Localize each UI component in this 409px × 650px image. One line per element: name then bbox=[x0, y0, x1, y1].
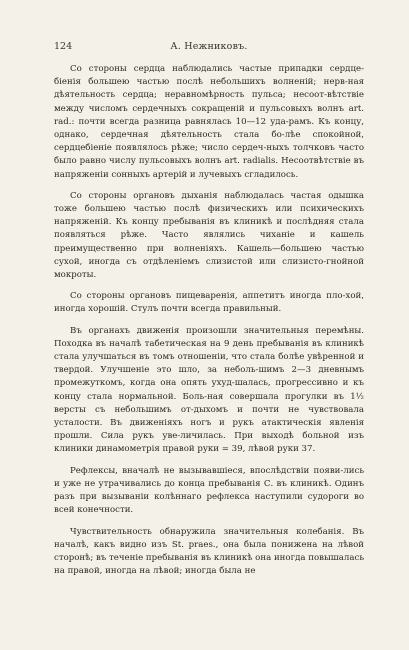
paragraph-digestion: Со стороны органовъ пищеваренія, аппетитъ иногда пло-хой, иногда хорошій. Стулъ почти всегда правильный. bbox=[54, 291, 364, 315]
paragraph-movement: Въ органахъ движенія произошли значительныя перемѣны. Походка въ началѣ табетическая на 9 день пребыванія въ клиникѣ стала улучшаться въ томъ отношеніи, что стала болѣе увѣренной и твердой. Улучшеніе это шло, за неболь-шимъ 2—3 дневнымъ промежуткомъ, когда она опять ухуд-шалась, прогрессивно и къ концу стала нормальной. Боль-ная совершала прогулки въ 1½ версты съ небольшимъ от-дыхомъ и почти не чувствовала усталости. Въ движеніяхъ ногъ и рукъ атактическія явленія прошли. Сила рукъ уве-личилась. При выходѣ больной изъ клиники динамометрія правой руки = 39, лѣвой руки 37. bbox=[54, 325, 364, 455]
paragraph-reflexes: Рефлексы, вначалѣ не вызывавшіеся, впослѣдствіи появи-лись и уже не утрачивались до конца пребыванія С. въ клиникѣ. Одинъ разъ при вызываніи колѣннаго рефлекса наступили судороги во всей конечности. bbox=[54, 465, 364, 516]
paragraph-respiration: Со стороны органовъ дыханія наблюдалась частая одышка тоже большею частью послѣ физическихъ или психическихъ напряженій. Къ концу пребыванія въ клиникѣ и послѣдняя стала появляться рѣже. Часто являлись чиханіе и кашель преимущественно при волненіяхъ. Кашель—большею частью сухой, иногда съ отдѣленіемъ слизистой или слизисто-гнойной мокроты. bbox=[54, 190, 364, 281]
paragraph-heart: Со стороны сердца наблюдались частые припадки сердце-біенія большею частью послѣ небольшихъ волненій; нерв-ная дѣятельность сердца; неравномѣрность пульса; несоот-вѣтствіе между числомъ сердечныхъ сокращеній и пульсовыхъ волнъ art. rad.: почти всегда разница равнялась 10—12 уда-рамъ. Къ концу, однако, сердечная дѣятельность стала бо-лѣе спокойной, сердцебіеніе появлялось рѣже; число сердеч-ныхъ толчковъ часто было равно числу пульсовыхъ волнъ art. radialis. Несоотвѣтствіе въ напряженіи сонныхъ артерій и лучевыхъ сгладилось. bbox=[54, 64, 364, 180]
page-number: 124 bbox=[54, 41, 73, 52]
running-head: А. Нежниковъ. bbox=[170, 41, 248, 52]
paragraph-sensitivity: Чувствительность обнаружила значительныя колебанія. Въ началѣ, какъ видно изъ St. praes., она была понижена на лѣвой сторонѣ; въ теченіе пребыванія въ клиникѣ она иногда повышалась на правой, иногда на лѣвой; иногда была не bbox=[54, 526, 364, 577]
body-text bbox=[54, 63, 364, 586]
page-header bbox=[54, 40, 364, 54]
